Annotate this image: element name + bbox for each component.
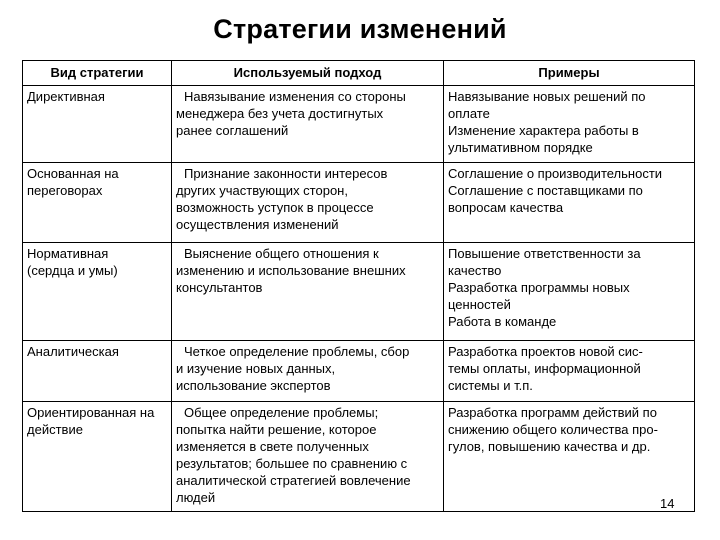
strategy-type-cell: Аналитическая xyxy=(23,341,172,402)
header-strategy-type: Вид стратегии xyxy=(23,61,172,86)
header-examples: Примеры xyxy=(444,61,695,86)
examples-cell: Повышение ответственности за качество Разработка программы новых ценностей Работа в команде xyxy=(444,243,695,341)
header-approach: Используемый подход xyxy=(172,61,444,86)
examples-cell: Разработка проектов новой сис- темы оплаты, информационной системы и т.п. xyxy=(444,341,695,402)
strategy-type-cell: Нормативная (сердца и умы) xyxy=(23,243,172,341)
strategies-table xyxy=(22,60,695,512)
approach-cell: Признание законности интересов других участвующих сторон, возможность уступок в процессе осуществления изменений xyxy=(172,163,444,243)
table-row xyxy=(23,163,695,243)
table-row xyxy=(23,402,695,512)
examples-cell: Соглашение о производительности Соглашение с поставщиками по вопросам качества xyxy=(444,163,695,243)
examples-cell: Разработка программ действий по снижению общего количества про- гулов, повышению качества и др. xyxy=(444,402,695,512)
table-header-row xyxy=(23,61,695,86)
approach-cell: Четкое определение проблемы, сбор и изучение новых данных, использование экспертов xyxy=(172,341,444,402)
table-row xyxy=(23,341,695,402)
approach-cell: Выяснение общего отношения к изменению и использование внешних консультантов xyxy=(172,243,444,341)
table-row xyxy=(23,86,695,163)
strategy-type-cell: Ориентированная на действие xyxy=(23,402,172,512)
table-row xyxy=(23,243,695,341)
examples-cell: Навязывание новых решений по оплате Изменение характера работы в ультимативном порядке xyxy=(444,86,695,163)
page-number: 14 xyxy=(660,496,675,511)
slide-title: Стратегии изменений xyxy=(213,14,507,44)
approach-cell: Навязывание изменения со стороны менеджера без учета достигнутых ранее соглашений xyxy=(172,86,444,163)
strategy-type-cell: Директивная xyxy=(23,86,172,163)
approach-cell: Общее определение проблемы; попытка найти решение, которое изменяется в свете полученных результатов; большее по сравнению с аналитической стратегией вовлечение людей xyxy=(172,402,444,512)
strategy-type-cell: Основанная на переговорах xyxy=(23,163,172,243)
